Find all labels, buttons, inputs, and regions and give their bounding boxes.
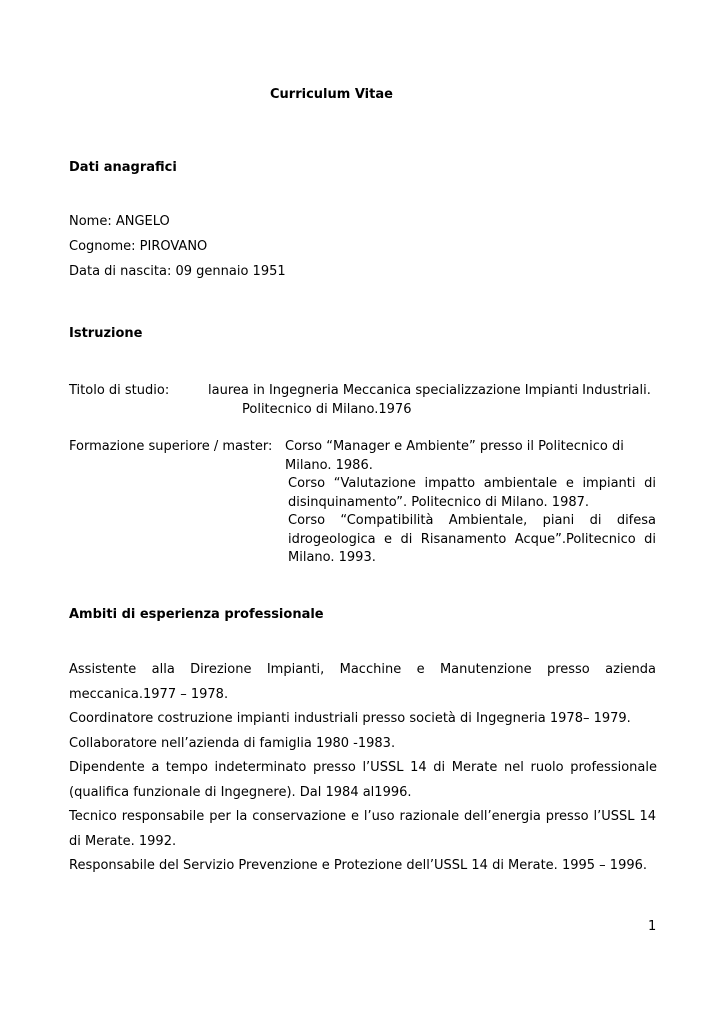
surname-line: Cognome: PIROVANO: [69, 239, 208, 254]
page-number: 1: [648, 919, 657, 934]
experience-item: Assistente alla Direzione Impianti, Macchine e Manutenzione presso azienda meccanica.1977 – 1978.: [69, 662, 656, 702]
section-heading-personal: Dati anagrafici: [69, 160, 177, 175]
experience-item: Responsabile del Servizio Prevenzione e Protezione dell’USSL 14 di Merate. 1995 – 1996.: [69, 858, 648, 873]
course-item: Corso “Compatibilità Ambientale, piani di difesa idrogeologica e di Risanamento Acque”.Politecnico di Milano. 1993.: [288, 513, 656, 566]
document-title: Curriculum Vitae: [270, 87, 393, 102]
experience-item: Tecnico responsabile per la conservazione e l’uso razionale dell’energia presso l’USSL 14 di Merate. 1992.: [69, 809, 656, 849]
course-item: Corso “Valutazione impatto ambientale e impianti di disinquinamento”. Politecnico di Milano. 1987.: [288, 476, 656, 510]
birth-line: Data di nascita: 09 gennaio 1951: [69, 264, 286, 279]
name-line: Nome: ANGELO: [69, 214, 170, 229]
course-item: Corso “Manager e Ambiente” presso il Politecnico di Milano. 1986.: [285, 439, 624, 473]
section-heading-education: Istruzione: [69, 326, 143, 341]
experience-item: Collaboratore nell’azienda di famiglia 1980 -1983.: [69, 735, 396, 751]
degree-text: laurea in Ingegneria Meccanica specializzazione Impianti Industriali.: [208, 383, 651, 398]
degree-label: Titolo di studio:: [69, 383, 170, 398]
degree-school: Politecnico di Milano.1976: [242, 402, 412, 417]
section-heading-experience: Ambiti di esperienza professionale: [69, 607, 324, 622]
master-label: Formazione superiore / master:: [69, 439, 273, 454]
experience-item: Coordinatore costruzione impianti industriali presso società di Ingegneria 1978– 1979.: [69, 711, 631, 726]
experience-item: Dipendente a tempo indeterminato presso l’USSL 14 di Merate nel ruolo professionale (qualifica funzionale di Ingegnere). Dal 1984 al1996.: [69, 760, 657, 800]
